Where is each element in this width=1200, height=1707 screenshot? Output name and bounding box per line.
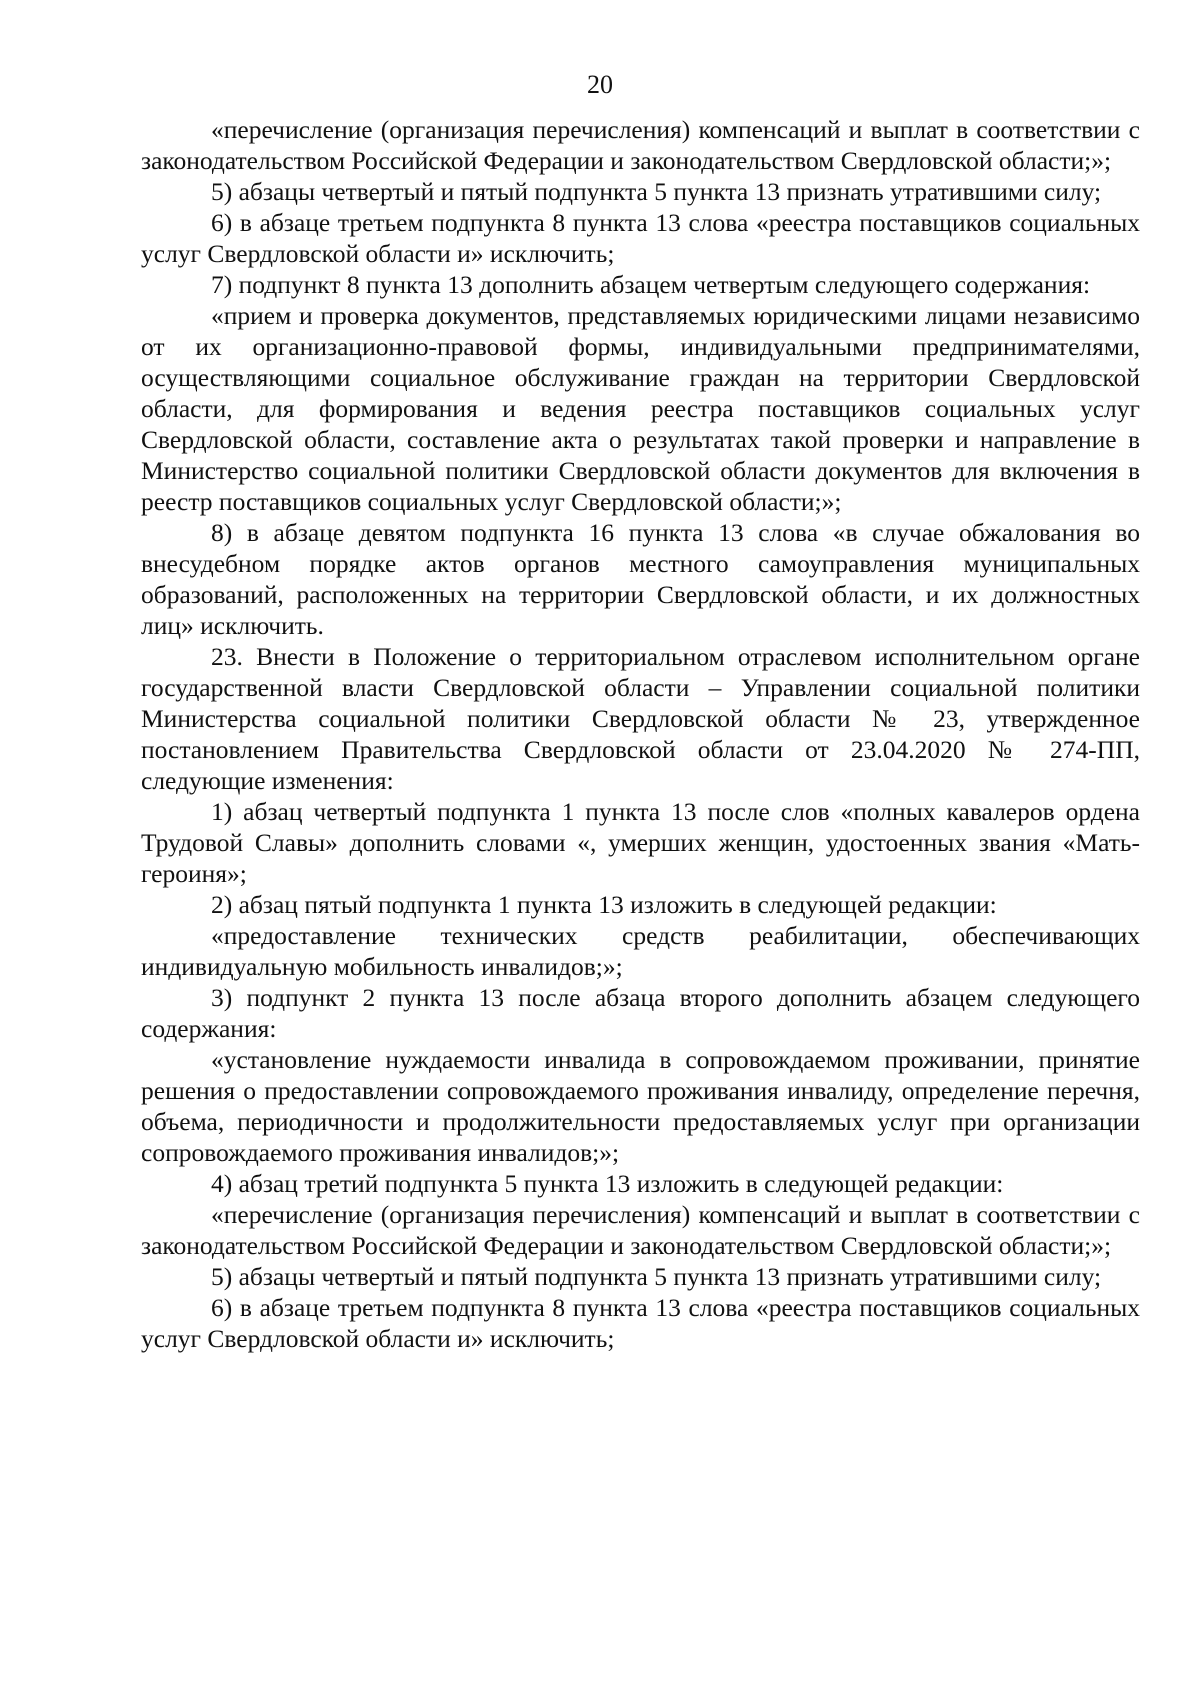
paragraph: 6) в абзаце третьем подпункта 8 пункта 13 слова «реестра поставщиков социальных услуг Свердловской области и» исключить; [141,1293,1140,1353]
document-body [141,114,1140,1354]
paragraph: 2) абзац пятый подпункта 1 пункта 13 изложить в следующей редакции: [211,890,997,919]
paragraph: 3) подпункт 2 пункта 13 после абзаца второго дополнить абзацем следующего содержания: [141,983,1140,1043]
page-number: 20 [587,70,613,99]
paragraph: 23. Внести в Положение о территориальном отраслевом исполнительном органе государственной власти Свердловской области – Управлении социальной политики Министерства социальной политики Свердловской области № 23, утвержденное постановлением Правительства Свердловской области от 23.04.2020 № 274-ПП, следующие изменения: [141,642,1140,795]
paragraph: 7) подпункт 8 пункта 13 дополнить абзацем четвертым следующего содержания: [211,270,1091,299]
paragraph: «предоставление технических средств реабилитации, обеспечивающих индивидуальную мобильность инвалидов;»; [141,921,1140,981]
paragraph: 6) в абзаце третьем подпункта 8 пункта 13 слова «реестра поставщиков социальных услуг Свердловской области и» исключить; [141,208,1140,268]
paragraph: 5) абзацы четвертый и пятый подпункта 5 пункта 13 признать утратившими силу; [211,1262,1102,1291]
paragraph: «прием и проверка документов, представляемых юридическими лицами независимо от их организационно-правовой формы, индивидуальными предпринимателями, осуществляющими социальное обслуживание граждан на территории Свердловской области, для формирования и ведения реестра поставщиков социальных услуг Свердловской области, составление акта о результатах такой проверки и направление в Министерство социальной политики Свердловской области документов для включения в реестр поставщиков социальных услуг Свердловской области;»; [141,301,1140,516]
paragraph: 1) абзац четвертый подпункта 1 пункта 13 после слов «полных кавалеров ордена Трудовой Славы» дополнить словами «, умерших женщин, удостоенных звания «Мать-героиня»; [141,797,1140,888]
paragraph: «установление нуждаемости инвалида в сопровождаемом проживании, принятие решения о предоставлении сопровождаемого проживания инвалиду, определение перечня, объема, периодичности и продолжительности предоставляемых услуг при организации сопровождаемого проживания инвалидов;»; [141,1045,1140,1167]
paragraph: «перечисление (организация перечисления) компенсаций и выплат в соответствии с законодательством Российской Федерации и законодательством Свердловской области;»; [141,1200,1140,1260]
paragraph: «перечисление (организация перечисления) компенсаций и выплат в соответствии с законодательством Российской Федерации и законодательством Свердловской области;»; [141,115,1140,175]
paragraph: 5) абзацы четвертый и пятый подпункта 5 пункта 13 признать утратившими силу; [211,177,1102,206]
paragraph: 4) абзац третий подпункта 5 пункта 13 изложить в следующей редакции: [211,1169,1004,1198]
paragraph: 8) в абзаце девятом подпункта 16 пункта 13 слова «в случае обжалования во внесудебном порядке актов органов местного самоуправления муниципальных образований, расположенных на территории Свердловской области, и их должностных лиц» исключить. [141,518,1140,640]
